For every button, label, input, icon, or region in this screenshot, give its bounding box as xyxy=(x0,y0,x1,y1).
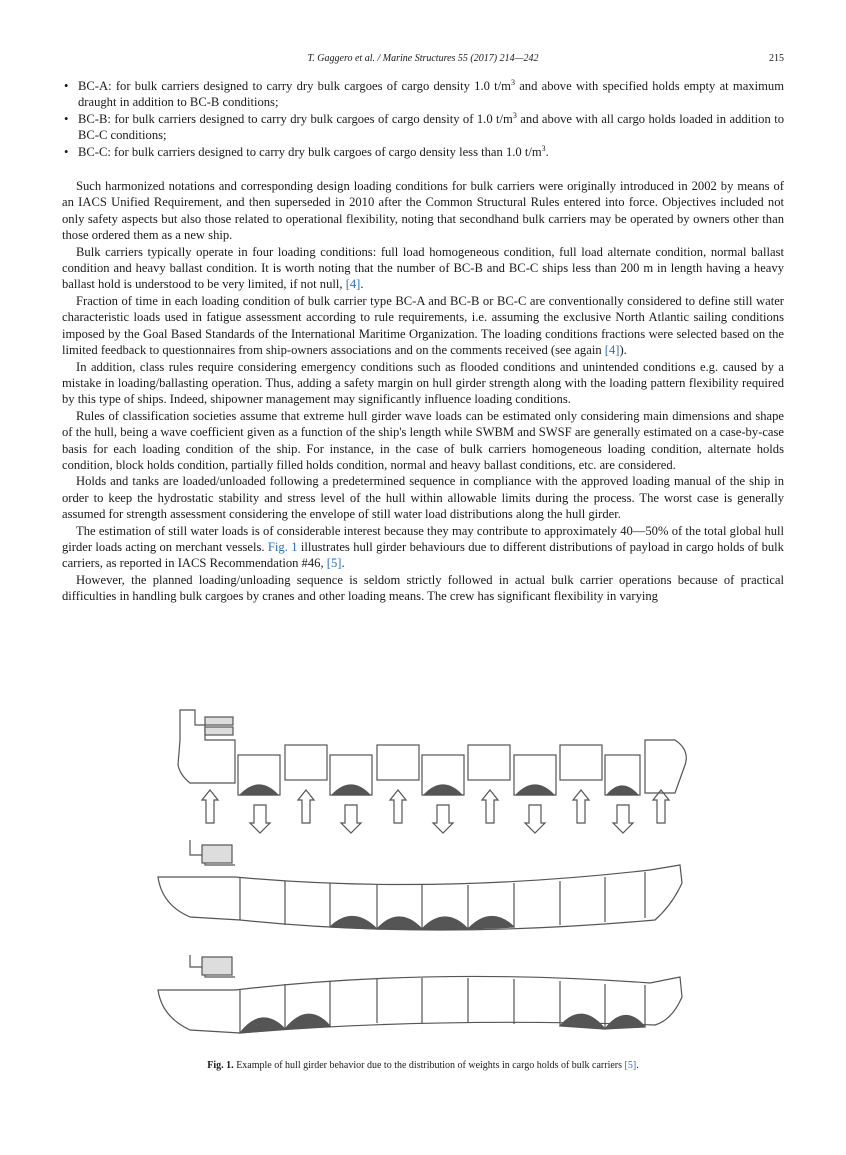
ship-hogging-diagram xyxy=(158,955,682,1033)
list-item: • BC-A: for bulk carriers designed to carry dry bulk cargoes of cargo density 1.0 $t/m^3$ and above with specified holds empty at maximum draught in addition to BC-B conditions; xyxy=(78,78,784,111)
ship-exploded-diagram xyxy=(178,710,686,833)
figure-caption: Fig. 1. Example of hull girder behavior due to the distribution of weights in cargo holds of bulk carriers [5]. xyxy=(207,1060,639,1071)
paragraph: The estimation of still water loads is of considerable interest because they may contribute to approximately 40—50% of the total global hull girder loads acting on merchant vessels. Fig. 1 illustrates hull girder behaviours due to different distributions of payload in cargo holds of bulk carriers, as reported in IACS Recommendation #46, [5]. xyxy=(62,523,784,571)
citation-link[interactable]: [4] xyxy=(345,277,361,292)
running-title: T. Gaggero et al. / Marine Structures 55 (2017) 214—242 xyxy=(307,53,539,64)
list-item: • BC-C: for bulk carriers designed to carry dry bulk cargoes of cargo density less than 1.0 $t/m^3$. xyxy=(78,144,784,160)
paragraph: In addition, class rules require considering emergency conditions such as flooded conditions and unintended conditions e.g. caused by a mistake in loading/ballasting operation. Thus, adding a safety margin on hull girder strength along with the loading pattern flexibility required by this type of ships. Indeed, shipowner management may significantly influence loading conditions. xyxy=(62,359,784,407)
citation-link[interactable]: [4] xyxy=(604,343,620,358)
page-number: 215 xyxy=(769,53,784,64)
figure-link[interactable]: Fig. 1 xyxy=(267,539,298,554)
paragraph: Bulk carriers typically operate in four loading conditions: full load homogeneous condition, full load alternate condition, normal ballast condition and heavy ballast condition. It is worth noting that the number of BC-B and BC-C ships less than 200 m in length having a heavy ballast hold is understood to be very limited, if not null, [4]. xyxy=(62,244,784,292)
paragraph: Rules of classification societies assume that extreme hull girder wave loads can be estimated only considering main dimensions and shape of the hull, being a wave coefficient given as a function of the ship's length while SWBM and SWSF are generally estimated on a case-by-case basis for each loading condition of the ship. For instance, in the case of bulk carriers homogeneous loading condition, alternate holds condition, block holds condition, partially filled holds condition, normal and heavy ballast conditions, etc. are considered. xyxy=(62,408,784,472)
citation-link[interactable]: [5] xyxy=(326,556,342,571)
paragraph: However, the planned loading/unloading sequence is seldom strictly followed in actual bulk carrier operations because of practical difficulties in handling bulk cargoes by cranes and other loading means. The crew has significant flexibility in varying xyxy=(62,572,784,604)
hull-girder-figure xyxy=(150,705,690,1055)
list-item: • BC-B: for bulk carriers designed to carry dry bulk cargoes of cargo density of 1.0 $t/m^3$ and above with all cargo holds loaded in addition to BC-C conditions; xyxy=(78,111,784,144)
figure-label: Fig. 1. xyxy=(207,1060,234,1071)
ship-sagging-diagram xyxy=(158,840,682,930)
paragraph: Fraction of time in each loading condition of bulk carrier type BC-A and BC-B or BC-C are conventionally considered to define still water characteristic loads used in fatigue assessment according to rule requirements, i.e. assuming the exclusive North Atlantic sailing conditions imposed by the Goal Based Standards of the International Maritime Organization. The loading conditions fractions were selected based on the limited feedback to questionnaires from ship-owners associations and on the comments received (see again [4]). xyxy=(62,293,784,358)
running-header xyxy=(62,53,784,69)
article-body xyxy=(62,78,784,605)
paragraph: Holds and tanks are loaded/unloaded following a predetermined sequence in compliance with the approved loading manual of the ship in order to keep the hydrostatic stability and stress level of the hull within allowable limits during the process. The worst case is generally assumed for strength assessment considering the envelope of still water load distributions along the hull girder. xyxy=(62,474,784,522)
notation-list xyxy=(62,78,784,160)
paragraph: Such harmonized notations and corresponding design loading conditions for bulk carriers were originally introduced in 2002 by means of an IACS Unified Requirement, and then superseded in 2010 after the Common Structural Rules entered into force. Objectives included not only safety aspects but also those related to operational flexibility, noting that secondhand bulk carriers may be operated by owners other than those ordered them as a new ship. xyxy=(62,179,784,243)
citation-link[interactable]: [5] xyxy=(624,1060,637,1071)
